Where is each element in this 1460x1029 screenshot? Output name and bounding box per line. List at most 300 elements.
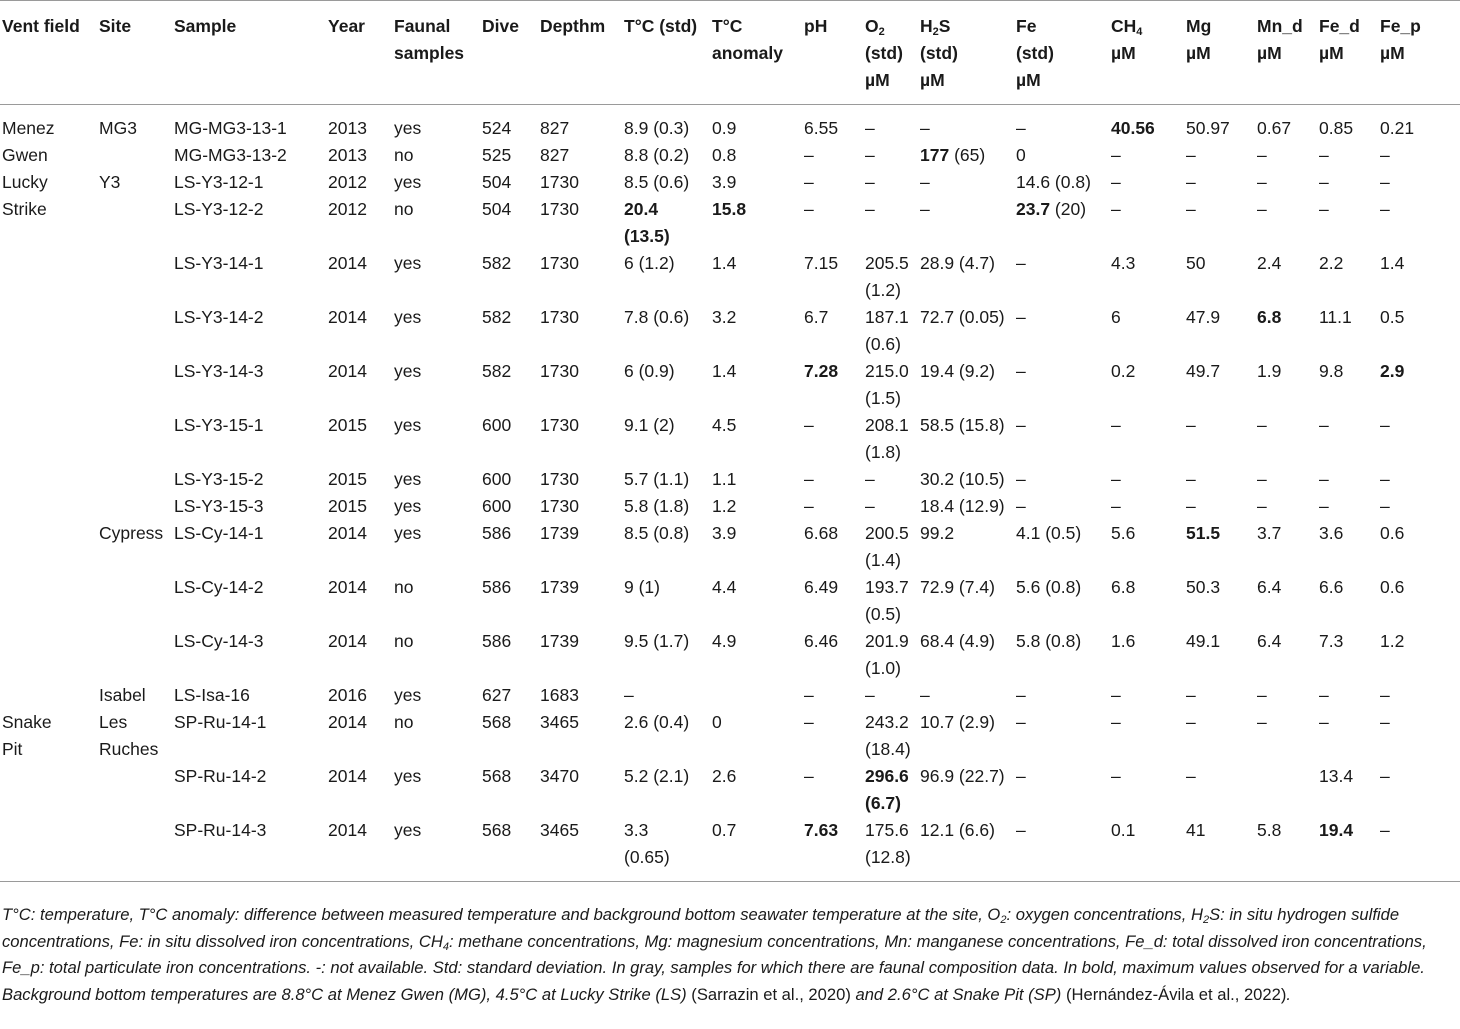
cell-mn-value: 0.67 xyxy=(1257,118,1292,138)
cell-mg xyxy=(1184,574,1255,628)
cell-fep-value: – xyxy=(1380,496,1390,516)
cell-fe xyxy=(1014,817,1109,882)
cell-anom xyxy=(710,520,802,574)
cell-o2-value: 215.0 (1.5) xyxy=(865,361,909,408)
cell-anom xyxy=(710,763,802,817)
cell-o2-value: – xyxy=(865,469,875,489)
cell-faunal-value: no xyxy=(394,145,414,165)
cell-depth xyxy=(538,763,622,817)
cell-mg xyxy=(1184,412,1255,466)
cell-fed xyxy=(1317,196,1378,250)
cell-ph xyxy=(802,358,863,412)
cell-year xyxy=(326,196,392,250)
cell-year-value: 2013 xyxy=(328,145,367,165)
cell-fep xyxy=(1378,169,1460,196)
cell-site-value: Isabel xyxy=(99,685,146,705)
cell-ph xyxy=(802,142,863,169)
cell-fe-max: 23.7 xyxy=(1016,199,1051,219)
table-body xyxy=(0,105,1460,882)
cell-dive-value: 524 xyxy=(482,118,512,138)
cell-fe xyxy=(1014,105,1109,143)
cell-year xyxy=(326,105,392,143)
cell-site xyxy=(97,520,172,574)
cell-mg-value: – xyxy=(1186,766,1196,786)
cell-year xyxy=(326,412,392,466)
cell-ph-value: – xyxy=(804,145,814,165)
cell-ph xyxy=(802,105,863,143)
cell-mn xyxy=(1255,628,1317,682)
header-temp: T°C (std) xyxy=(624,16,698,36)
cell-depth xyxy=(538,412,622,466)
cell-mn xyxy=(1255,358,1317,412)
cell-sample-value: LS-Cy-14-2 xyxy=(174,577,264,597)
cell-ph-value: 6.55 xyxy=(804,118,839,138)
cell-site-value: Les Ruches xyxy=(99,712,159,759)
cell-h2s-value: 58.5 (15.8) xyxy=(920,415,1005,435)
cell-temp-value: 9 (1) xyxy=(624,577,660,597)
cell-temp xyxy=(622,412,710,466)
cell-site xyxy=(97,169,172,196)
cell-temp-value: 8.5 (0.6) xyxy=(624,172,690,192)
cell-temp xyxy=(622,105,710,143)
footnote-sub-h2s: 2 xyxy=(1202,914,1210,926)
cell-dive xyxy=(480,358,538,412)
cell-site xyxy=(97,412,172,466)
cell-ch4-value: 6 xyxy=(1111,307,1121,327)
cell-temp xyxy=(622,763,710,817)
cell-faunal-value: yes xyxy=(394,685,422,705)
cell-depth-value: 827 xyxy=(540,145,570,165)
cell-site xyxy=(97,493,172,520)
cell-mg-value: – xyxy=(1186,415,1196,435)
cell-fep-value: – xyxy=(1380,172,1390,192)
cell-year-value: 2014 xyxy=(328,361,367,381)
cell-faunal xyxy=(392,250,480,304)
cell-anom-value: 4.4 xyxy=(712,577,737,597)
cell-fe xyxy=(1014,412,1109,466)
cell-faunal xyxy=(392,105,480,143)
cell-mg xyxy=(1184,466,1255,493)
cell-fe xyxy=(1014,142,1109,169)
cell-vent xyxy=(0,709,97,763)
cell-anom xyxy=(710,682,802,709)
cell-sample xyxy=(172,709,326,763)
cell-faunal xyxy=(392,358,480,412)
header-h2s-unit: S (std) µM xyxy=(920,16,958,90)
cell-dive xyxy=(480,763,538,817)
cell-mn xyxy=(1255,105,1317,143)
cell-h2s-value: 28.9 (4.7) xyxy=(920,253,995,273)
cell-year xyxy=(326,169,392,196)
cell-o2 xyxy=(863,358,918,412)
header-year: Year xyxy=(328,16,365,36)
cell-mg-value: 41 xyxy=(1186,820,1206,840)
cell-fe-value: 5.6 (0.8) xyxy=(1016,577,1082,597)
cell-faunal-value: yes xyxy=(394,415,422,435)
cell-mg-value: – xyxy=(1186,172,1196,192)
footnote-text-a: T°C: temperature, T°C anomaly: difference between measured temperature and background bottom seawater temperature at the site, O xyxy=(2,905,1001,924)
cell-year-value: 2012 xyxy=(328,172,367,192)
cell-faunal xyxy=(392,466,480,493)
cell-fed xyxy=(1317,466,1378,493)
header-o2-unit: (std) µM xyxy=(865,43,903,90)
cell-h2s-value: 96.9 (22.7) xyxy=(920,766,1005,786)
cell-sample xyxy=(172,520,326,574)
cell-fe-value: – xyxy=(1016,469,1026,489)
cell-temp-value: 7.8 (0.6) xyxy=(624,307,690,327)
cell-fe xyxy=(1014,628,1109,682)
cell-vent xyxy=(0,520,97,574)
cell-faunal-value: no xyxy=(394,712,414,732)
cell-dive-value: 586 xyxy=(482,577,512,597)
cell-sample xyxy=(172,412,326,466)
cell-h2s-value: 18.4 (12.9) xyxy=(920,496,1005,516)
citation-sarrazin[interactable]: (Sarrazin et al., 2020) xyxy=(691,984,851,1004)
cell-ch4 xyxy=(1109,628,1184,682)
cell-faunal-value: yes xyxy=(394,118,422,138)
cell-fed-value: – xyxy=(1319,712,1329,732)
cell-dive-value: 586 xyxy=(482,523,512,543)
cell-fe-value: 0 xyxy=(1016,145,1026,165)
cell-o2-value: – xyxy=(865,118,875,138)
cell-dive xyxy=(480,105,538,143)
cell-site-value: Y3 xyxy=(99,172,121,192)
cell-anom-value: 3.9 xyxy=(712,172,737,192)
cell-mn xyxy=(1255,196,1317,250)
cell-anom xyxy=(710,709,802,763)
cell-ch4-value: 5.6 xyxy=(1111,523,1136,543)
footnote-sub-ch4: 4 xyxy=(442,940,449,953)
cell-ch4-value: – xyxy=(1111,415,1121,435)
cell-fed xyxy=(1317,574,1378,628)
cell-fep-value: – xyxy=(1380,145,1390,165)
cell-fep xyxy=(1378,412,1460,466)
cell-faunal-value: no xyxy=(394,577,414,597)
cell-dive xyxy=(480,196,538,250)
cell-faunal-value: yes xyxy=(394,820,422,840)
cell-dive-value: 568 xyxy=(482,766,512,786)
cell-vent xyxy=(0,682,97,709)
header-mg: Mg µM xyxy=(1186,16,1212,63)
cell-dive-value: 582 xyxy=(482,253,512,273)
cell-anom xyxy=(710,196,802,250)
cell-faunal xyxy=(392,412,480,466)
cell-ph-value: – xyxy=(804,766,814,786)
cell-fep-value: 0.6 xyxy=(1380,577,1405,597)
cell-fep-value: – xyxy=(1380,469,1390,489)
cell-temp xyxy=(622,304,710,358)
cell-sample-value: LS-Cy-14-1 xyxy=(174,523,264,543)
cell-year-value: 2014 xyxy=(328,631,367,651)
header-faunal: Faunal samples xyxy=(394,16,465,63)
cell-fed-value: 2.2 xyxy=(1319,253,1344,273)
cell-h2s-value: – xyxy=(920,685,930,705)
cell-temp-value: 6 (0.9) xyxy=(624,361,675,381)
cell-sample xyxy=(172,304,326,358)
cell-h2s xyxy=(918,358,1014,412)
cell-mn xyxy=(1255,493,1317,520)
cell-fe xyxy=(1014,466,1109,493)
cell-mg xyxy=(1184,196,1255,250)
cell-fed xyxy=(1317,763,1378,817)
cell-ph xyxy=(802,709,863,763)
cell-site xyxy=(97,142,172,169)
cell-dive-value: 586 xyxy=(482,631,512,651)
table-row xyxy=(0,574,1460,628)
cell-h2s-value: – xyxy=(920,118,930,138)
cell-sample xyxy=(172,169,326,196)
footnote-text-e: and 2.6°C at Snake Pit (SP) xyxy=(850,984,1066,1004)
cell-anom-value: 4.5 xyxy=(712,415,737,435)
cell-o2 xyxy=(863,412,918,466)
cell-mn-value: 6.4 xyxy=(1257,631,1282,651)
cell-faunal-value: yes xyxy=(394,172,422,192)
cell-depth-value: 827 xyxy=(540,118,570,138)
cell-fed xyxy=(1317,412,1378,466)
cell-anom xyxy=(710,105,802,143)
cell-anom-value: 1.2 xyxy=(712,496,737,516)
cell-mn xyxy=(1255,763,1317,817)
cell-mn xyxy=(1255,466,1317,493)
cell-mn-value: 1.9 xyxy=(1257,361,1282,381)
cell-fep xyxy=(1378,142,1460,169)
table-row xyxy=(0,763,1460,817)
cell-mn xyxy=(1255,304,1317,358)
cell-year-value: 2014 xyxy=(328,577,367,597)
cell-mn xyxy=(1255,574,1317,628)
cell-year-value: 2014 xyxy=(328,307,367,327)
cell-anom-value: 0.9 xyxy=(712,118,737,138)
cell-fed xyxy=(1317,142,1378,169)
cell-h2s xyxy=(918,105,1014,143)
cell-fed-value: 3.6 xyxy=(1319,523,1344,543)
table-row xyxy=(0,169,1460,196)
header-h2s xyxy=(918,1,1014,105)
cell-year xyxy=(326,142,392,169)
cell-dive-value: 600 xyxy=(482,469,512,489)
cell-fep-value: – xyxy=(1380,415,1390,435)
cell-mn xyxy=(1255,142,1317,169)
cell-anom-value: 15.8 xyxy=(712,199,747,219)
header-ch4-unit: µM xyxy=(1111,43,1136,63)
cell-temp-value: – xyxy=(624,685,634,705)
cell-faunal-value: yes xyxy=(394,361,422,381)
citation-hernandez[interactable]: (Hernández-Ávila et al., 2022) xyxy=(1065,984,1287,1004)
header-o2-text: O xyxy=(865,16,879,36)
cell-vent-value: Strike xyxy=(2,199,47,219)
cell-mn-value: – xyxy=(1257,145,1267,165)
cell-year xyxy=(326,817,392,882)
cell-fe xyxy=(1014,196,1109,250)
cell-ch4-value: – xyxy=(1111,172,1121,192)
header-site: Site xyxy=(99,16,132,36)
cell-faunal-value: no xyxy=(394,631,414,651)
cell-dive xyxy=(480,304,538,358)
cell-temp xyxy=(622,142,710,169)
cell-h2s-value: 30.2 (10.5) xyxy=(920,469,1005,489)
cell-mg-value: – xyxy=(1186,496,1196,516)
cell-anom xyxy=(710,169,802,196)
cell-dive xyxy=(480,682,538,709)
cell-ch4 xyxy=(1109,250,1184,304)
cell-h2s xyxy=(918,709,1014,763)
cell-depth xyxy=(538,196,622,250)
cell-ch4-value: – xyxy=(1111,712,1121,732)
cell-anom-value: 1.4 xyxy=(712,361,737,381)
cell-h2s-value: 72.7 (0.05) xyxy=(920,307,1005,327)
cell-year xyxy=(326,709,392,763)
cell-ch4 xyxy=(1109,105,1184,143)
table-row xyxy=(0,493,1460,520)
cell-anom xyxy=(710,142,802,169)
cell-faunal xyxy=(392,628,480,682)
cell-fed xyxy=(1317,682,1378,709)
cell-year xyxy=(326,628,392,682)
cell-vent xyxy=(0,817,97,882)
cell-ph-value: – xyxy=(804,172,814,192)
cell-o2 xyxy=(863,466,918,493)
cell-fep-value: 0.6 xyxy=(1380,523,1405,543)
cell-site xyxy=(97,105,172,143)
cell-mg-value: – xyxy=(1186,685,1196,705)
cell-o2-value: – xyxy=(865,685,875,705)
cell-mn-value: 6.4 xyxy=(1257,577,1282,597)
cell-faunal-value: no xyxy=(394,199,414,219)
cell-mn-value: – xyxy=(1257,415,1267,435)
cell-mn-value: – xyxy=(1257,199,1267,219)
cell-faunal-value: yes xyxy=(394,766,422,786)
cell-fe xyxy=(1014,682,1109,709)
cell-ph-value: 6.46 xyxy=(804,631,839,651)
cell-year-value: 2013 xyxy=(328,118,367,138)
cell-depth-value: 1730 xyxy=(540,307,579,327)
table-row xyxy=(0,358,1460,412)
cell-mg-value: – xyxy=(1186,199,1196,219)
cell-depth-value: 1683 xyxy=(540,685,579,705)
cell-fe-value: – xyxy=(1016,685,1026,705)
cell-anom-value: 1.4 xyxy=(712,253,737,273)
cell-mn-value: – xyxy=(1257,496,1267,516)
cell-faunal xyxy=(392,196,480,250)
cell-depth xyxy=(538,817,622,882)
cell-o2-value: – xyxy=(865,145,875,165)
cell-dive-value: 525 xyxy=(482,145,512,165)
cell-ph xyxy=(802,520,863,574)
cell-fed-value: 7.3 xyxy=(1319,631,1344,651)
cell-year-value: 2014 xyxy=(328,712,367,732)
cell-depth xyxy=(538,493,622,520)
cell-vent-value: Menez xyxy=(2,118,55,138)
cell-year-value: 2014 xyxy=(328,820,367,840)
cell-sample xyxy=(172,493,326,520)
cell-fed xyxy=(1317,520,1378,574)
table-row xyxy=(0,709,1460,763)
cell-vent xyxy=(0,358,97,412)
cell-depth-value: 1730 xyxy=(540,253,579,273)
cell-dive xyxy=(480,520,538,574)
cell-mg-value: – xyxy=(1186,469,1196,489)
cell-fep xyxy=(1378,304,1460,358)
cell-site xyxy=(97,628,172,682)
cell-o2-value: – xyxy=(865,172,875,192)
header-sample: Sample xyxy=(174,16,237,36)
header-temp-anomaly: T°C anomaly xyxy=(712,16,783,63)
cell-h2s xyxy=(918,520,1014,574)
cell-ph xyxy=(802,169,863,196)
cell-faunal xyxy=(392,520,480,574)
cell-mg-value: 50 xyxy=(1186,253,1206,273)
cell-vent-value: Gwen xyxy=(2,145,48,165)
cell-dive xyxy=(480,493,538,520)
cell-sample-value: LS-Y3-15-3 xyxy=(174,496,264,516)
cell-o2 xyxy=(863,520,918,574)
cell-mn xyxy=(1255,709,1317,763)
cell-fe-std: (20) xyxy=(1050,199,1087,219)
cell-h2s-value: – xyxy=(920,199,930,219)
cell-depth-value: 1739 xyxy=(540,523,579,543)
cell-vent xyxy=(0,142,97,169)
cell-h2s-value: – xyxy=(920,172,930,192)
cell-vent xyxy=(0,105,97,143)
cell-dive xyxy=(480,412,538,466)
cell-sample-value: LS-Isa-16 xyxy=(174,685,250,705)
cell-ph-value: 7.63 xyxy=(804,820,839,840)
cell-year xyxy=(326,466,392,493)
cell-fep xyxy=(1378,196,1460,250)
cell-mn xyxy=(1255,412,1317,466)
cell-dive-value: 582 xyxy=(482,361,512,381)
cell-o2-value: 201.9 (1.0) xyxy=(865,631,909,678)
cell-dive-value: 504 xyxy=(482,199,512,219)
cell-mg-value: 49.1 xyxy=(1186,631,1221,651)
cell-temp-value: 9.1 (2) xyxy=(624,415,675,435)
cell-year-value: 2015 xyxy=(328,415,367,435)
cell-anom-value: 3.2 xyxy=(712,307,737,327)
cell-faunal xyxy=(392,763,480,817)
cell-fep xyxy=(1378,817,1460,882)
cell-dive xyxy=(480,169,538,196)
cell-anom xyxy=(710,358,802,412)
cell-anom xyxy=(710,817,802,882)
header-fe: Fe (std) µM xyxy=(1016,16,1054,90)
cell-fe-value: 5.8 (0.8) xyxy=(1016,631,1082,651)
cell-depth-value: 3470 xyxy=(540,766,579,786)
cell-fep xyxy=(1378,574,1460,628)
cell-fed-value: – xyxy=(1319,199,1329,219)
cell-o2 xyxy=(863,196,918,250)
cell-temp xyxy=(622,358,710,412)
cell-fep-value: 0.21 xyxy=(1380,118,1415,138)
cell-anom-value: 4.9 xyxy=(712,631,737,651)
cell-dive-value: 504 xyxy=(482,172,512,192)
cell-h2s xyxy=(918,817,1014,882)
cell-sample-value: SP-Ru-14-2 xyxy=(174,766,267,786)
cell-sample xyxy=(172,682,326,709)
cell-ph-value: 6.68 xyxy=(804,523,839,543)
cell-fed xyxy=(1317,358,1378,412)
cell-ph-value: 7.15 xyxy=(804,253,839,273)
cell-vent-value: Snake Pit xyxy=(2,712,52,759)
cell-fed-value: 13.4 xyxy=(1319,766,1354,786)
cell-mn-value: 3.7 xyxy=(1257,523,1282,543)
cell-fe-value: – xyxy=(1016,766,1026,786)
cell-sample xyxy=(172,628,326,682)
cell-depth xyxy=(538,142,622,169)
cell-site xyxy=(97,682,172,709)
cell-h2s xyxy=(918,763,1014,817)
cell-ch4 xyxy=(1109,412,1184,466)
cell-vent xyxy=(0,763,97,817)
